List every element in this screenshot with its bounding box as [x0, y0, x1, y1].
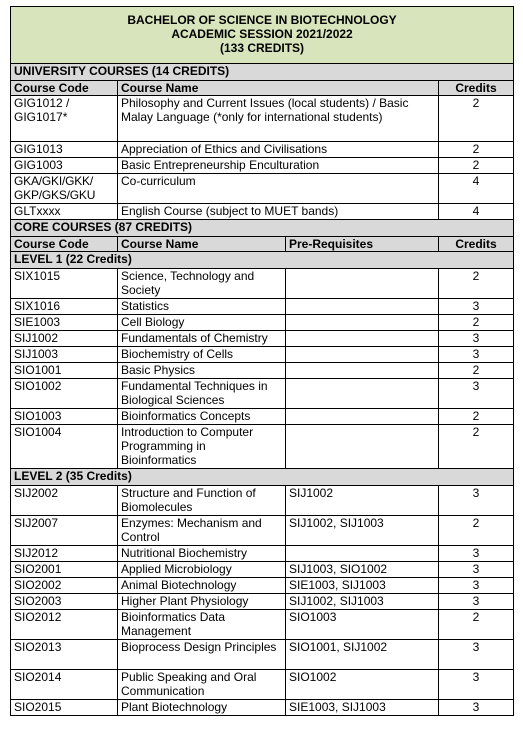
university-section-heading: UNIVERSITY COURSES (14 CREDITS) — [11, 64, 514, 81]
course-code-cell: GIG1013 — [11, 142, 118, 158]
credits-cell: 4 — [439, 204, 514, 220]
course-name-cell: Bioinformatics Concepts — [118, 409, 286, 425]
table-row — [11, 409, 514, 425]
table-row — [11, 379, 514, 409]
course-name-cell: Introduction to Computer Programming in Bioinformatics — [118, 425, 286, 469]
course-name-cell: English Course (subject to MUET bands) — [118, 204, 439, 220]
course-name-cell: Applied Microbiology — [118, 562, 286, 578]
course-name-cell: Plant Biotechnology — [118, 700, 286, 716]
table-row — [11, 315, 514, 331]
course-name-cell: Higher Plant Physiology — [118, 594, 286, 610]
credits-cell: 2 — [439, 363, 514, 379]
credits-cell: 3 — [439, 379, 514, 409]
core-section-heading: CORE COURSES (87 CREDITS) — [11, 220, 514, 237]
title-row — [11, 7, 514, 64]
column-header-course-name: Course Name — [118, 81, 439, 96]
level-1-heading: LEVEL 1 (22 Credits) — [11, 252, 514, 269]
credits-cell: 2 — [439, 142, 514, 158]
prerequisites-cell: SIE1003, SIJ1003 — [286, 578, 439, 594]
course-code-cell: SIO2002 — [11, 578, 118, 594]
course-name-cell: Statistics — [118, 299, 286, 315]
credits-cell: 2 — [439, 158, 514, 174]
table-row — [11, 299, 514, 315]
course-code-cell: SIJ2002 — [11, 486, 118, 516]
prerequisites-cell: SIJ1002 — [286, 486, 439, 516]
course-name-cell: Public Speaking and Oral Communication — [118, 670, 286, 700]
core-section-row — [11, 220, 514, 237]
course-code-cell: SIO2001 — [11, 562, 118, 578]
course-code-cell: GLTxxxx — [11, 204, 118, 220]
course-code-cell: SIJ1003 — [11, 347, 118, 363]
course-structure-table — [10, 6, 514, 716]
prerequisites-cell — [286, 409, 439, 425]
prerequisites-cell: SIE1003, SIJ1003 — [286, 700, 439, 716]
course-code-cell: GIG1003 — [11, 158, 118, 174]
course-name-cell: Fundamental Techniques in Biological Sciences — [118, 379, 286, 409]
table-row — [11, 158, 514, 174]
table-row — [11, 363, 514, 379]
course-name-cell: Philosophy and Current Issues (local students) / Basic Malay Language (*only for international students) — [118, 96, 439, 142]
prerequisites-cell: SIJ1003, SIO1002 — [286, 562, 439, 578]
course-name-cell: Fundamentals of Chemistry — [118, 331, 286, 347]
credits-cell: 3 — [439, 578, 514, 594]
column-header-course-name: Course Name — [118, 237, 286, 252]
prerequisites-cell — [286, 315, 439, 331]
table-row — [11, 142, 514, 158]
credits-cell: 2 — [439, 516, 514, 546]
course-name-cell: Structure and Function of Biomolecules — [118, 486, 286, 516]
course-code-cell: SIO2015 — [11, 700, 118, 716]
credits-cell: 4 — [439, 174, 514, 204]
course-code-cell: SIO2012 — [11, 610, 118, 640]
column-header-course-code: Course Code — [11, 237, 118, 252]
table-row — [11, 700, 514, 716]
course-code-cell: SIJ1002 — [11, 331, 118, 347]
table-row — [11, 670, 514, 700]
course-name-cell: Enzymes: Mechanism and Control — [118, 516, 286, 546]
table-row — [11, 594, 514, 610]
course-name-cell: Basic Physics — [118, 363, 286, 379]
course-code-cell: SIO1003 — [11, 409, 118, 425]
prerequisites-cell: SIJ1002, SIJ1003 — [286, 516, 439, 546]
table-row — [11, 640, 514, 670]
prerequisites-cell — [286, 347, 439, 363]
column-header-credits: Credits — [439, 81, 514, 96]
course-code-cell: GIG1012 / GIG1017* — [11, 96, 118, 142]
course-code-cell: SIO2013 — [11, 640, 118, 670]
prerequisites-cell — [286, 299, 439, 315]
credits-cell: 3 — [439, 331, 514, 347]
table-row — [11, 425, 514, 469]
credits-cell: 3 — [439, 299, 514, 315]
credits-cell: 2 — [439, 425, 514, 469]
table-row — [11, 204, 514, 220]
table-row — [11, 546, 514, 562]
prerequisites-cell: SIJ1002, SIJ1003 — [286, 594, 439, 610]
core-header-row — [11, 237, 514, 252]
course-code-cell: SIX1015 — [11, 269, 118, 299]
course-name-cell: Cell Biology — [118, 315, 286, 331]
university-header-row — [11, 81, 514, 96]
credits-cell: 3 — [439, 562, 514, 578]
course-code-cell: SIJ2007 — [11, 516, 118, 546]
course-name-cell: Appreciation of Ethics and Civilisations — [118, 142, 439, 158]
course-code-cell: SIO1001 — [11, 363, 118, 379]
table-row — [11, 578, 514, 594]
credits-cell: 2 — [439, 409, 514, 425]
column-header-credits: Credits — [439, 237, 514, 252]
table-row — [11, 331, 514, 347]
course-code-cell: GKA/GKI/GKK/ GKP/GKS/GKU — [11, 174, 118, 204]
title-line-2: ACADEMIC SESSION 2021/2022 — [171, 27, 353, 41]
credits-cell: 3 — [439, 640, 514, 670]
prerequisites-cell: SIO1001, SIJ1002 — [286, 640, 439, 670]
column-header-course-code: Course Code — [11, 81, 118, 96]
table-row — [11, 269, 514, 299]
course-name-cell: Animal Biotechnology — [118, 578, 286, 594]
course-name-cell: Basic Entrepreneurship Enculturation — [118, 158, 439, 174]
course-name-cell: Biochemistry of Cells — [118, 347, 286, 363]
prerequisites-cell: SIO1003 — [286, 610, 439, 640]
table-row — [11, 516, 514, 546]
credits-cell: 3 — [439, 486, 514, 516]
course-code-cell: SIJ2012 — [11, 546, 118, 562]
programme-title — [11, 7, 514, 64]
credits-cell: 3 — [439, 546, 514, 562]
course-name-cell: Bioinformatics Data Management — [118, 610, 286, 640]
prerequisites-cell: SIO1002 — [286, 670, 439, 700]
prerequisites-cell — [286, 425, 439, 469]
table-row — [11, 610, 514, 640]
credits-cell: 2 — [439, 96, 514, 142]
credits-cell: 2 — [439, 269, 514, 299]
course-code-cell: SIO1004 — [11, 425, 118, 469]
course-name-cell: Bioprocess Design Principles — [118, 640, 286, 670]
course-code-cell: SIO2014 — [11, 670, 118, 700]
credits-cell: 2 — [439, 315, 514, 331]
table-row — [11, 347, 514, 363]
course-code-cell: SIX1016 — [11, 299, 118, 315]
credits-cell: 3 — [439, 594, 514, 610]
prerequisites-cell — [286, 379, 439, 409]
credits-cell: 3 — [439, 700, 514, 716]
prerequisites-cell — [286, 546, 439, 562]
title-line-1: BACHELOR OF SCIENCE IN BIOTECHNOLOGY — [127, 13, 397, 27]
university-section-row — [11, 64, 514, 81]
prerequisites-cell — [286, 269, 439, 299]
level-1-row — [11, 252, 514, 269]
column-header-prerequisites: Pre-Requisites — [286, 237, 439, 252]
course-code-cell: SIE1003 — [11, 315, 118, 331]
course-name-cell: Co-curriculum — [118, 174, 439, 204]
table-row — [11, 96, 514, 142]
course-name-cell: Science, Technology and Society — [118, 269, 286, 299]
table-row — [11, 486, 514, 516]
prerequisites-cell — [286, 331, 439, 347]
table-row — [11, 174, 514, 204]
course-code-cell: SIO1002 — [11, 379, 118, 409]
level-2-row — [11, 469, 514, 486]
credits-cell: 2 — [439, 610, 514, 640]
credits-cell: 3 — [439, 670, 514, 700]
prerequisites-cell — [286, 363, 439, 379]
credits-cell: 3 — [439, 347, 514, 363]
table-row — [11, 562, 514, 578]
course-name-cell: Nutritional Biochemistry — [118, 546, 286, 562]
course-code-cell: SIO2003 — [11, 594, 118, 610]
title-line-3: (133 CREDITS) — [220, 41, 305, 55]
level-2-heading: LEVEL 2 (35 Credits) — [11, 469, 514, 486]
